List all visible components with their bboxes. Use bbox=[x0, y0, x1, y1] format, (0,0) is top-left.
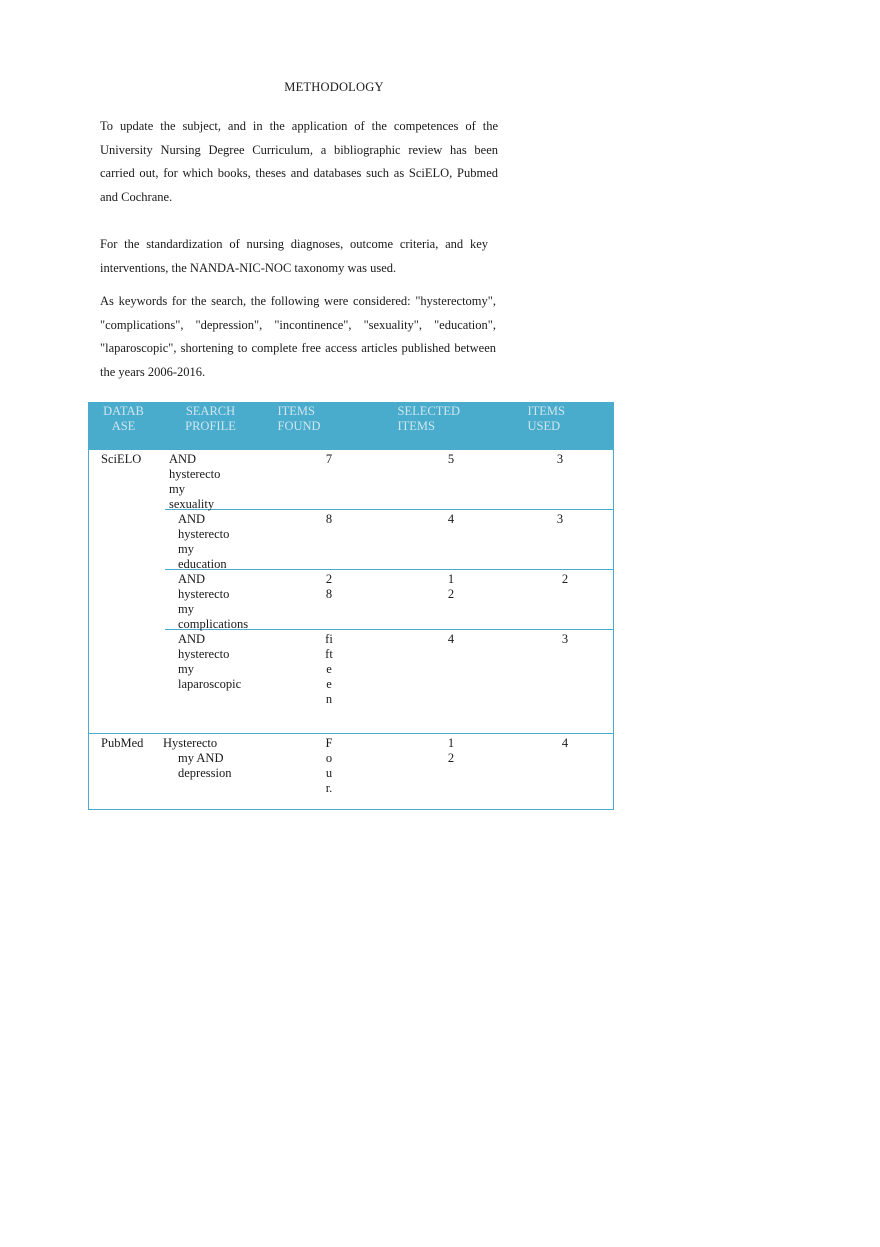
cell-search-profile: AND hysterecto my sexuality bbox=[169, 452, 221, 511]
cell-database: SciELO bbox=[101, 452, 142, 466]
cell-search-profile-rest: my AND depression bbox=[178, 751, 232, 780]
cell-items-used: 3 bbox=[556, 452, 564, 466]
cell-items-used: 3 bbox=[556, 512, 564, 526]
cell-items-found: 28 bbox=[325, 572, 333, 601]
header-selected-items: SELECTED ITEMS bbox=[397, 404, 460, 433]
cell-items-found: fifteen bbox=[325, 632, 333, 706]
cell-database: PubMed bbox=[101, 736, 144, 750]
cell-items-used: 4 bbox=[561, 736, 569, 750]
paragraph-taxonomy: For the standardization of nursing diagnoses, outcome criteria, and key interventions, the NANDA-NIC-NOC taxonomy was used. bbox=[100, 237, 488, 275]
header-items-used: ITEMS USED bbox=[527, 404, 565, 433]
cell-selected-items: 5 bbox=[447, 452, 455, 466]
cell-selected-items: 4 bbox=[447, 512, 455, 526]
paragraph-keywords: As keywords for the search, the following were considered: "hysterectomy", "complications", "depression", "incontinence", "sexuality", "education", "laparoscopic", shortening to complete free access articles published between the years 2006-2016. bbox=[100, 294, 496, 379]
page-title: METHODOLOGY bbox=[284, 80, 384, 94]
paragraph-methods: To update the subject, and in the application of the competences of the University Nursing Degree Curriculum, a bibliographic review has been carried out, for which books, theses and databases such as SciELO, Pubmed and Cochrane. bbox=[100, 119, 498, 204]
results-table bbox=[88, 402, 614, 810]
cell-selected-items: 4 bbox=[447, 632, 455, 646]
cell-selected-items: 12 bbox=[447, 736, 455, 765]
cell-search-profile: AND hysterecto my education bbox=[178, 512, 230, 571]
header-items-found: ITEMS FOUND bbox=[277, 404, 321, 433]
cell-items-found: 8 bbox=[325, 512, 333, 526]
cell-items-found: Four. bbox=[325, 736, 333, 795]
table-header-row bbox=[88, 402, 614, 449]
row-divider bbox=[89, 449, 613, 450]
header-database: DATAB ASE bbox=[103, 404, 144, 433]
row-divider bbox=[89, 733, 613, 734]
cell-search-profile: AND hysterecto my laparoscopic bbox=[178, 632, 242, 691]
header-search-profile: SEARCH PROFILE bbox=[185, 404, 236, 433]
cell-items-used: 2 bbox=[561, 572, 569, 586]
cell-search-profile: AND hysterecto my complications bbox=[178, 572, 249, 631]
cell-selected-items: 12 bbox=[447, 572, 455, 601]
cell-items-found: 7 bbox=[325, 452, 333, 466]
cell-items-used: 3 bbox=[561, 632, 569, 646]
cell-search-profile-first: Hysterecto bbox=[163, 736, 218, 750]
